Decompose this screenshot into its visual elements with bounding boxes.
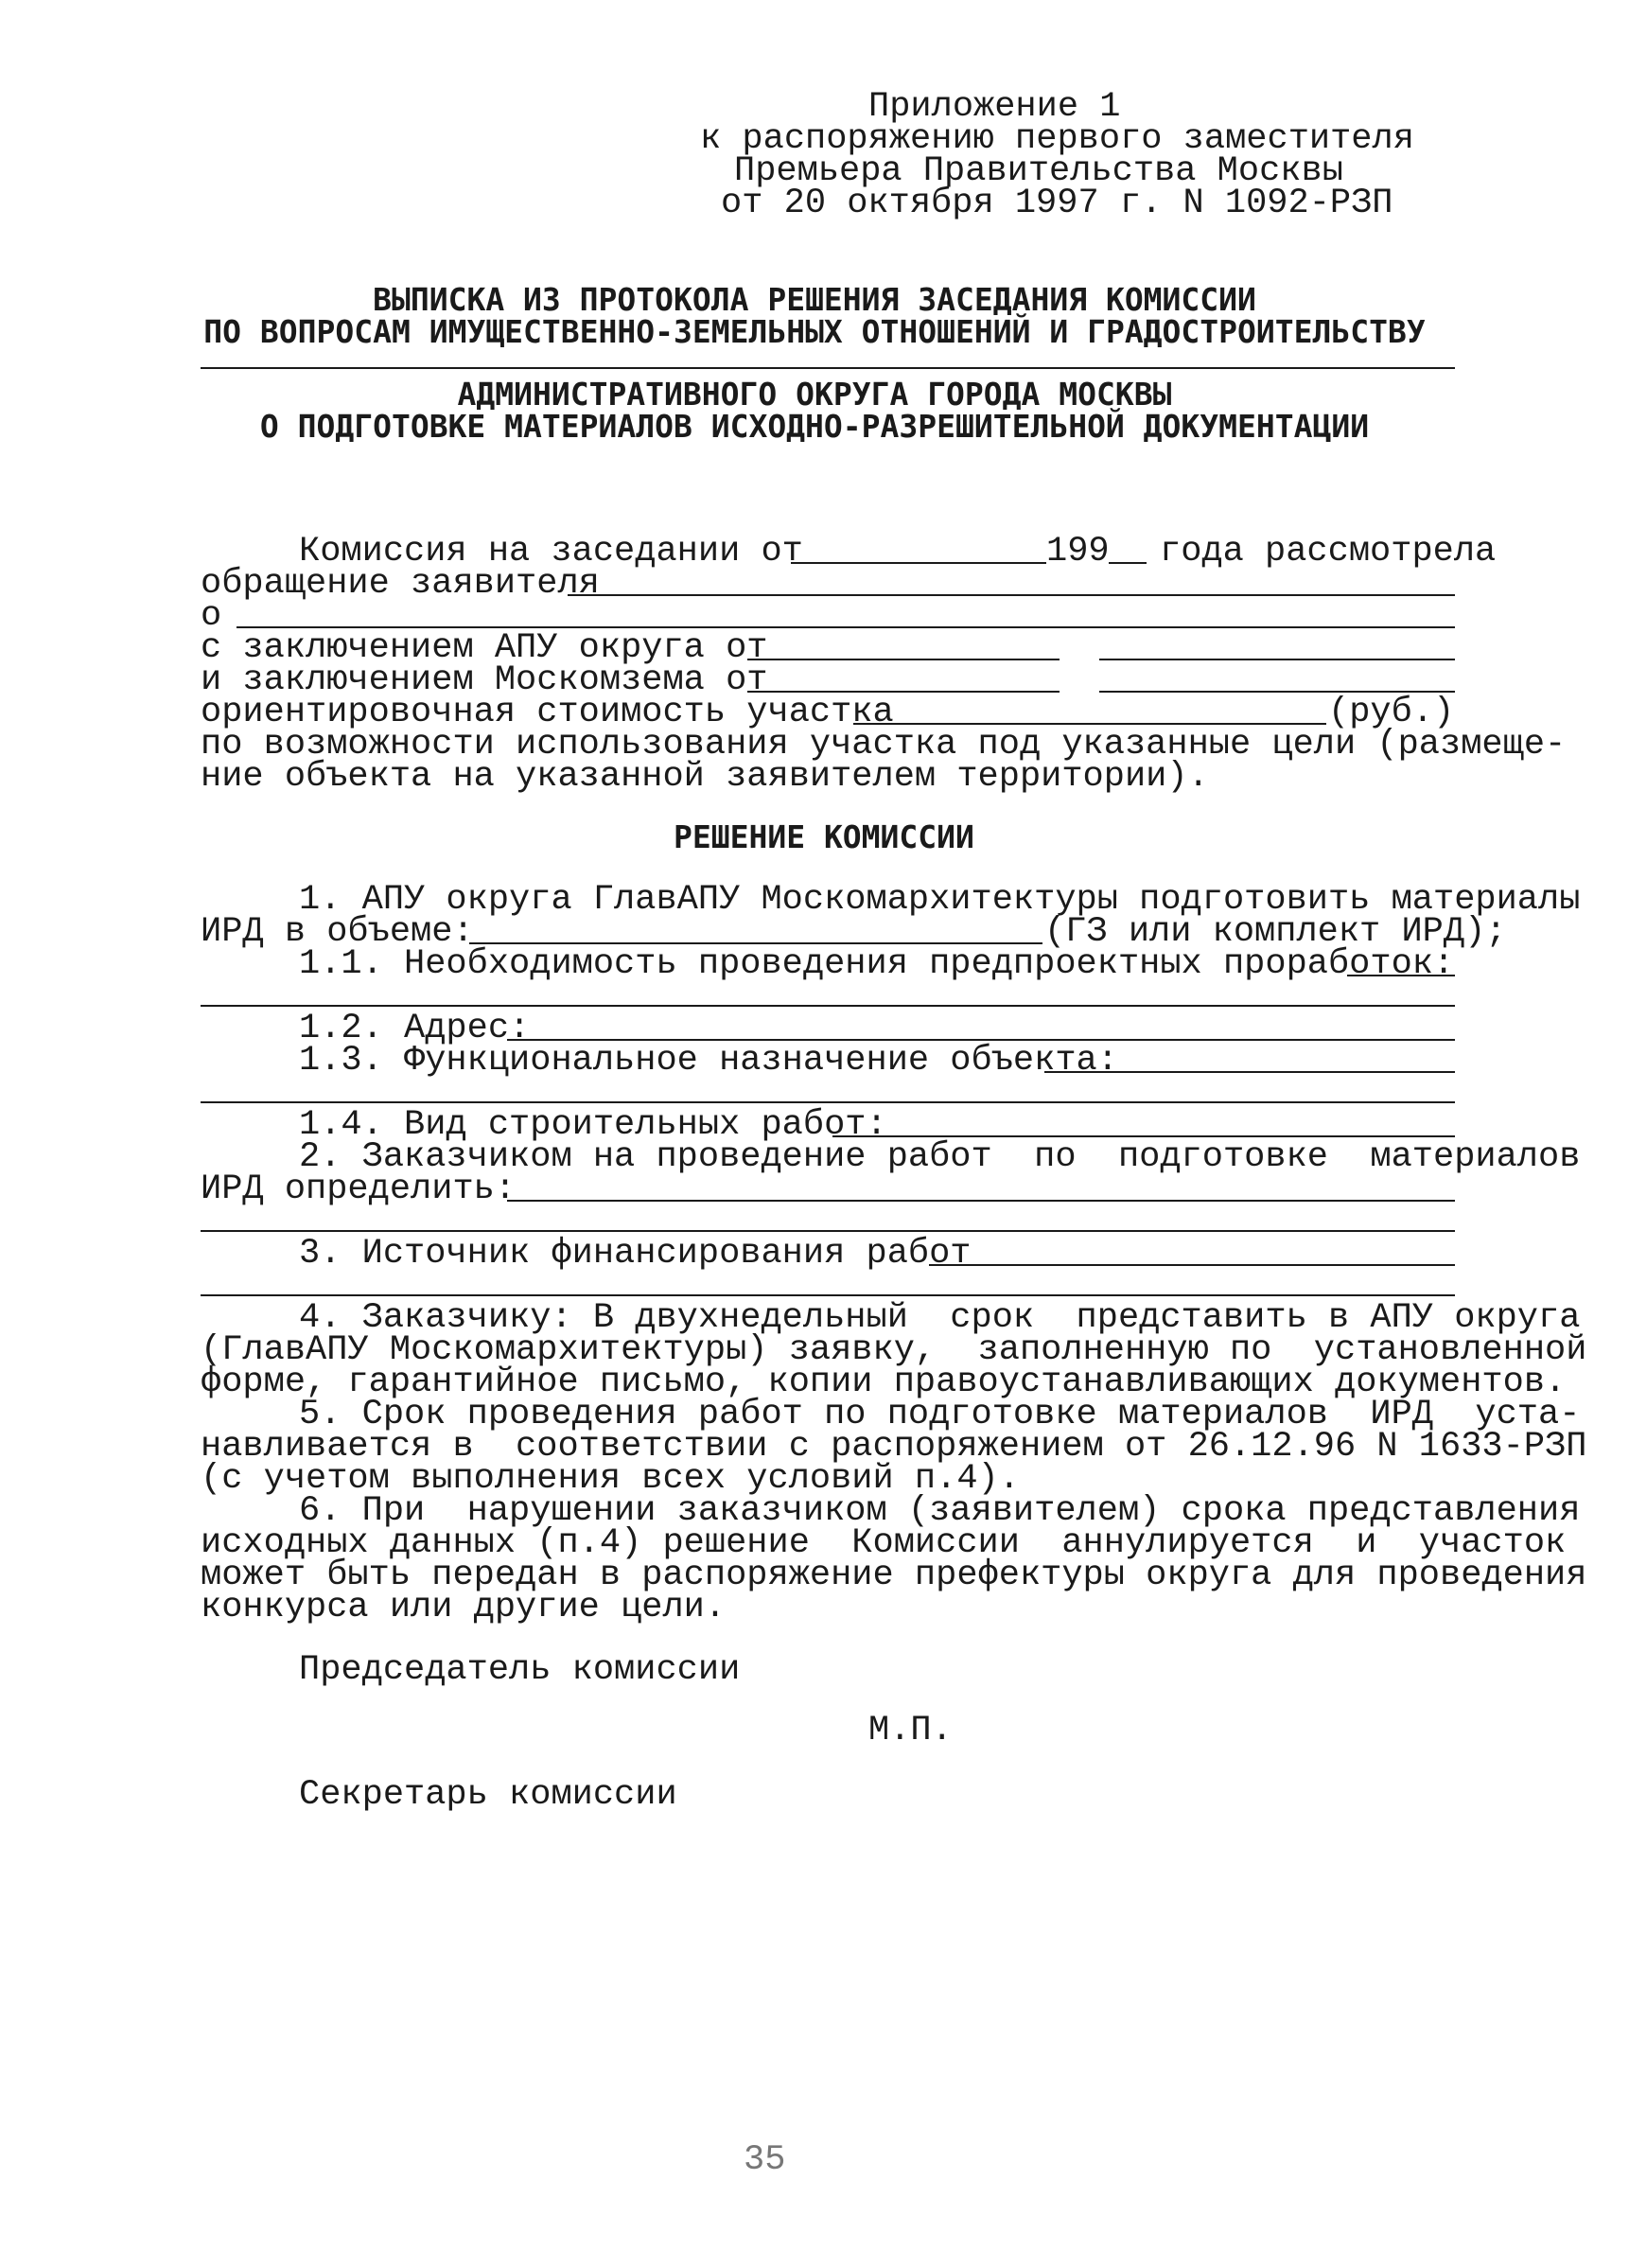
decision-item-3-blank: [929, 1264, 1455, 1266]
decision-item-1-volume-note: (ГЗ или комплект ИРД);: [1044, 912, 1507, 952]
decision-item-5-line-1: 5. Срок проведения работ по подготовке материалов ИРД уста-: [299, 1395, 1581, 1434]
intro-about-label: о: [201, 596, 222, 636]
appendix-line-2: к распоряжению первого заместителя: [700, 119, 1414, 159]
intro-cost-unit: (руб.): [1328, 693, 1455, 732]
decision-item-3: 3. Источник финансирования работ: [299, 1234, 972, 1274]
decision-item-1-3-blank: [1044, 1071, 1455, 1073]
title-line-4: О ПОДГОТОВКЕ МАТЕРИАЛОВ ИСХОДНО-РАЗРЕШИТЕЛЬНОЙ ДОКУМЕНТАЦИИ: [259, 408, 1370, 445]
intro-applicant-blank: [568, 594, 1455, 596]
title-line-1: ВЫПИСКА ИЗ ПРОТОКОЛА РЕШЕНИЯ ЗАСЕДАНИЯ КОМИССИИ: [373, 281, 1256, 318]
decision-item-1-1: 1.1. Необходимость проведения предпроектных проработок:: [299, 944, 1455, 984]
decision-item-2-customer-blank: [507, 1200, 1455, 1202]
decision-item-1-4: 1.4. Вид строительных работ:: [299, 1105, 887, 1145]
appendix-line-1: Приложение 1: [868, 87, 1121, 127]
decision-item-4-line-3: форме, гарантийное письмо, копии правоустанавливающих документов.: [201, 1363, 1567, 1402]
intro-purpose-line-2: ние объекта на указанной заявителем территории).: [201, 757, 1209, 797]
title-line-2: ПО ВОПРОСАМ ИМУЩЕСТВЕННО-ЗЕМЕЛЬНЫХ ОТНОШЕНИЙ И ГРАДОСТРОИТЕЛЬСТВУ: [203, 313, 1426, 350]
intro-applicant-label: обращение заявителя: [201, 564, 600, 604]
decision-item-1-3-blank-2: [201, 1101, 1455, 1103]
decision-item-6-line-2: исходных данных (п.4) решение Комиссии аннулируется и участок: [201, 1523, 1567, 1563]
decision-item-2-line-1: 2. Заказчиком на проведение работ по подготовке материалов: [299, 1137, 1581, 1177]
appendix-line-4: от 20 октября 1997 г. N 1092-РЗП: [721, 184, 1393, 223]
decision-item-6-line-3: может быть передан в распоряжение префектуры округа для проведения: [201, 1556, 1587, 1595]
decision-item-5-line-2: навливается в соответствии с распоряжением от 26.12.96 N 1633-РЗП: [201, 1427, 1587, 1467]
decision-item-4-line-1: 4. Заказчику: В двухнедельный срок представить в АПУ округа: [299, 1298, 1581, 1338]
decision-item-2-customer-label: ИРД определить:: [201, 1169, 517, 1209]
intro-moskomzem-label: и заключением Москомзема от: [201, 660, 768, 700]
decision-item-1-line-1: 1. АПУ округа ГлавАПУ Москомархитектуры подготовить материалы: [299, 880, 1581, 920]
appendix-line-3: Премьера Правительства Москвы: [734, 151, 1343, 191]
intro-apu-number-blank: [1099, 659, 1455, 660]
intro-year: 199: [1046, 532, 1110, 571]
intro-purpose-line-1: по возможности использования участка под указанные цели (размеще-: [201, 725, 1567, 765]
title-line-3: АДМИНИСТРАТИВНОГО ОКРУГА ГОРОДА МОСКВЫ: [457, 376, 1172, 413]
intro-year-blank: [1109, 562, 1147, 564]
decision-item-6-line-4: конкурса или другие цели.: [201, 1588, 727, 1627]
secretary-signature-label: Секретарь комиссии: [299, 1775, 677, 1815]
decision-item-1-1-blank-2: [201, 1005, 1455, 1007]
decision-item-1-1-blank: [1347, 975, 1455, 976]
decision-item-2-customer-blank-2: [201, 1230, 1455, 1232]
intro-cost-label: ориентировочная стоимость участка: [201, 693, 894, 732]
chairman-signature-label: Председатель комиссии: [299, 1650, 741, 1690]
decision-item-5-line-3: (с учетом выполнения всех условий п.4).: [201, 1459, 1020, 1499]
decision-heading: РЕШЕНИЕ КОМИССИИ: [674, 818, 974, 855]
decision-item-1-3: 1.3. Функциональное назначение объекта:: [299, 1041, 1118, 1081]
decision-item-3-blank-2: [201, 1294, 1455, 1296]
intro-commission-text: Комиссия на заседании от: [299, 532, 803, 571]
decision-item-1-volume-label: ИРД в объеме:: [201, 912, 474, 952]
title-rule: [201, 367, 1455, 369]
decision-item-4-line-2: (ГлавАПУ Москомархитектуры) заявку, заполненную по установленной: [201, 1330, 1587, 1370]
intro-apu-date-blank: [747, 659, 1060, 660]
intro-date-blank: [791, 562, 1046, 564]
intro-reviewed: года рассмотрела: [1160, 532, 1497, 571]
stamp-label: М.П.: [868, 1711, 953, 1750]
page-number: 35: [744, 2140, 786, 2180]
decision-item-6-line-1: 6. При нарушении заказчиком (заявителем) срока представления: [299, 1491, 1581, 1531]
decision-item-1-2: 1.2. Адрес:: [299, 1009, 531, 1048]
intro-apu-label: с заключением АПУ округа от: [201, 628, 768, 668]
